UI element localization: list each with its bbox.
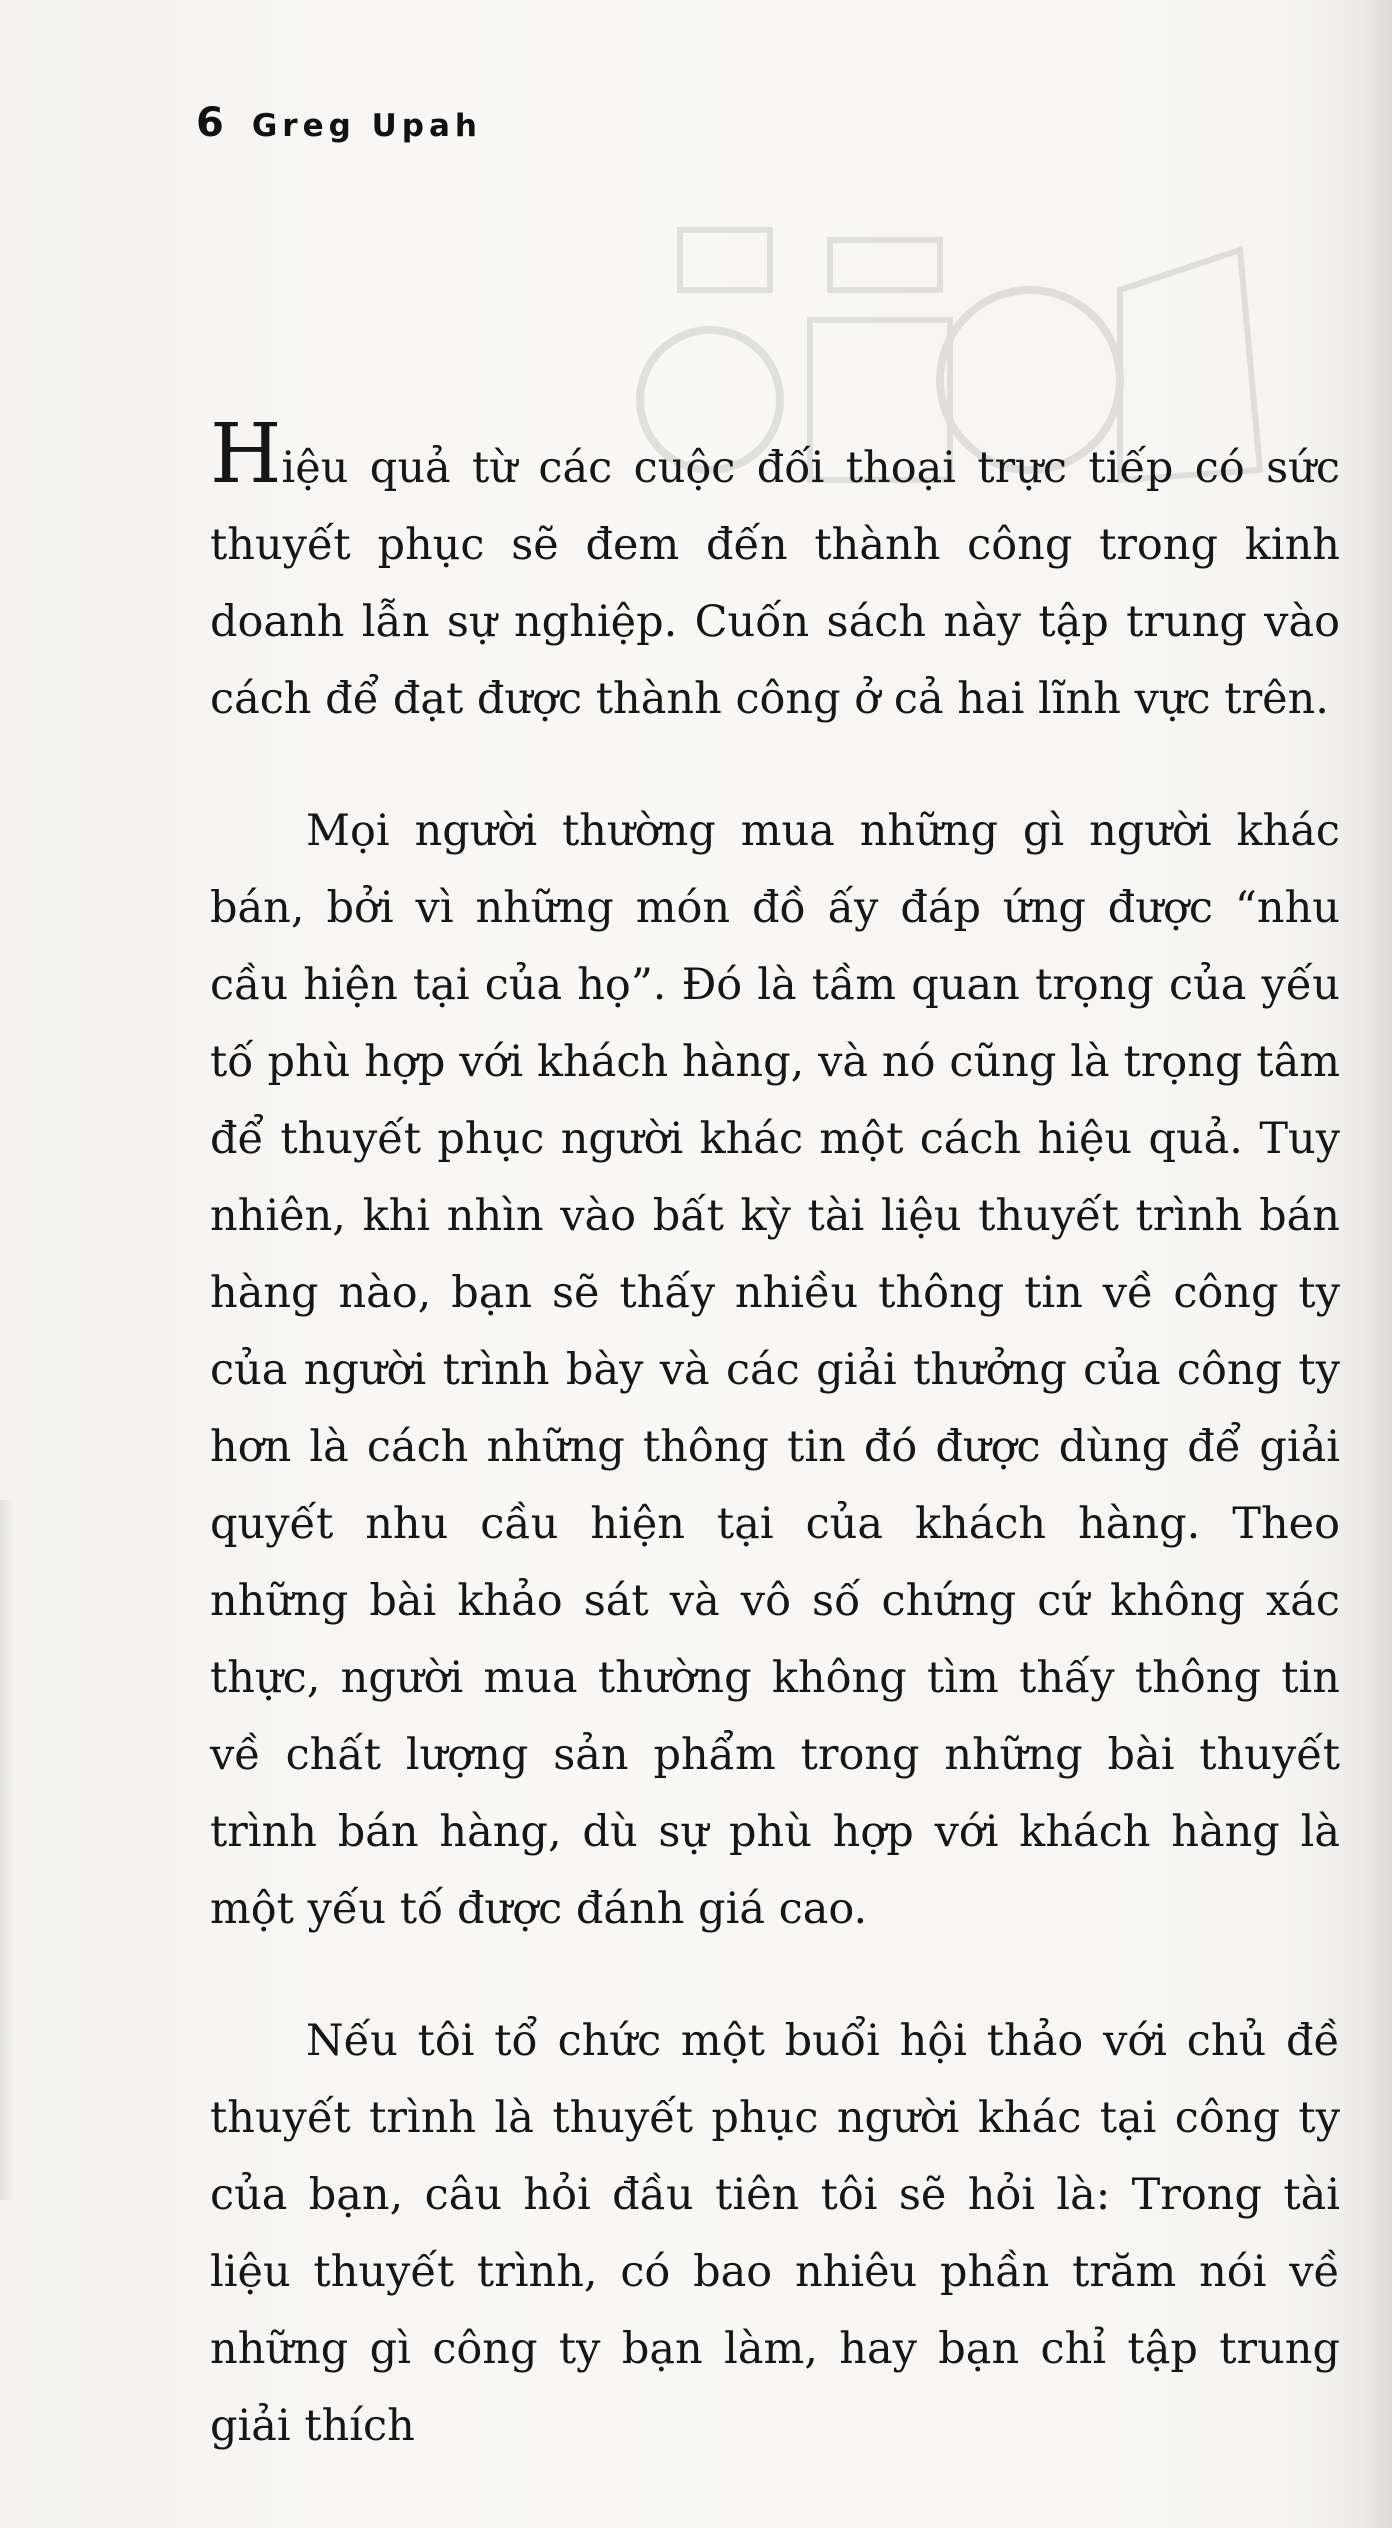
paragraph-1-text: iệu quả từ các cuộc đối thoại trực tiếp có sức thuyết phục sẽ đem đến thành công trong kinh doanh lẫn sự nghiệp. Cuốn sách này tập trung vào cách để đạt được thành công ở cả hai lĩnh vực trên. xyxy=(210,443,1340,724)
drop-cap: H xyxy=(210,407,282,502)
page-edge-shadow xyxy=(1358,0,1392,2528)
paragraph-3: Nếu tôi tổ chức một buổi hội thảo với chủ đề thuyết trình là thuyết phục người khác tại công ty của bạn, câu hỏi đầu tiên tôi sẽ hỏi là: Trong tài liệu thuyết trình, có bao nhiêu phần trăm nói về những gì công ty bạn làm, hay bạn chỉ tập trung giải thích xyxy=(210,2016,1340,2451)
paragraph-2: Mọi người thường mua những gì người khác bán, bởi vì những món đồ ấy đáp ứng được “nhu cầu hiện tại của họ”. Đó là tầm quan trọng của yếu tố phù hợp với khách hàng, và nó cũng là trọng tâm để thuyết phục người khác một cách hiệu quả. Tuy nhiên, khi nhìn vào bất kỳ tài liệu thuyết trình bán hàng nào, bạn sẽ thấy nhiều thông tin về công ty của người trình bày và các giải thưởng của công ty hơn là cách những thông tin đó được dùng để giải quyết nhu cầu hiện tại của khách hàng. Theo những bài khảo sát và vô số chứng cứ không xác thực, người mua thường không tìm thấy thông tin về chất lượng sản phẩm trong những bài thuyết trình bán hàng, dù sự phù hợp với khách hàng là một yếu tố được đánh giá cao. xyxy=(210,806,1340,1934)
page-header xyxy=(196,100,482,160)
page-left-shadow xyxy=(0,1500,14,2200)
page-number: 6 xyxy=(196,100,224,146)
body-text xyxy=(210,407,1340,2465)
running-head-author: Greg Upah xyxy=(251,108,482,144)
paragraph-1 xyxy=(210,407,1340,738)
